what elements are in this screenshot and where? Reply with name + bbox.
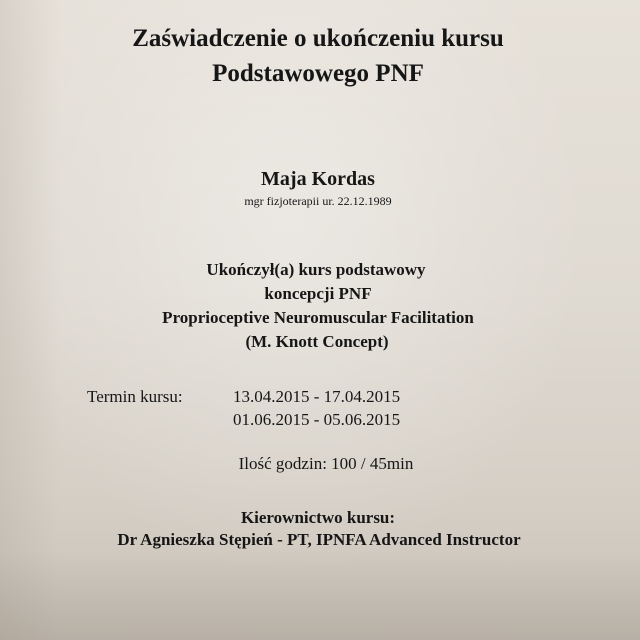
completion-line-3: Proprioceptive Neuromuscular Facilitation	[162, 308, 474, 327]
person-details: mgr fizjoterapii ur. 22.12.1989	[244, 194, 392, 208]
course-hours: Ilość godzin: 100 / 45min	[238, 454, 414, 473]
course-term-dates-1: 13.04.2015 - 17.04.2015	[233, 387, 401, 406]
certificate-title-line-2: Podstawowego PNF	[212, 60, 424, 87]
completion-line-1: Ukończył(a) kurs podstawowy	[206, 260, 426, 279]
course-term-label: Termin kursu:	[87, 387, 183, 406]
course-term-dates-2: 01.06.2015 - 05.06.2015	[233, 410, 401, 429]
person-name: Maja Kordas	[261, 168, 375, 190]
completion-line-4: (M. Knott Concept)	[245, 332, 389, 351]
completion-line-2: koncepcji PNF	[264, 284, 372, 303]
course-director: Dr Agnieszka Stępień - PT, IPNFA Advanced Instructor	[117, 530, 521, 549]
certificate-title-line-1: Zaświadczenie o ukończeniu kursu	[132, 25, 504, 52]
paper-shadow-left	[0, 0, 60, 640]
course-direction-label: Kierownictwo kursu:	[240, 508, 396, 527]
paper-shadow-bottom	[0, 550, 640, 640]
